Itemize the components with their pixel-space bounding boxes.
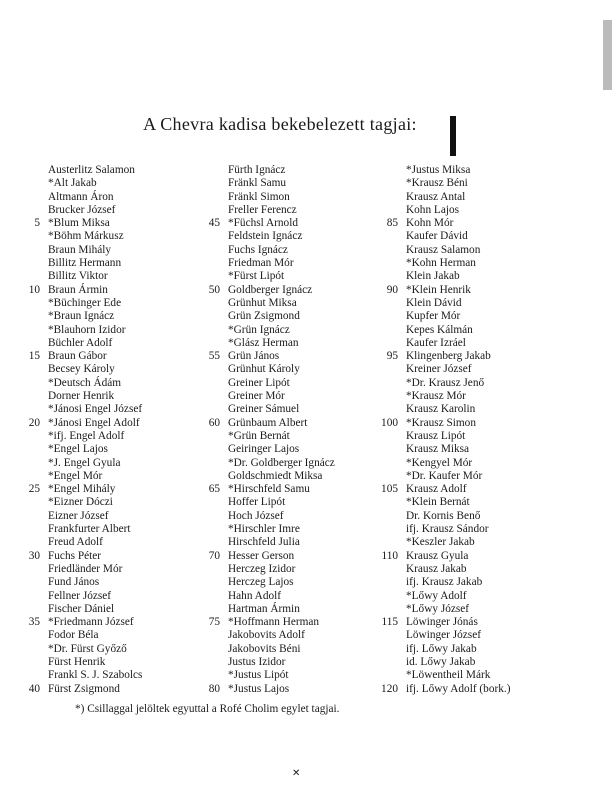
member-name: *Braun Ignácz [48, 310, 115, 323]
member-entry [48, 177, 142, 190]
member-entry [381, 682, 511, 696]
member-number: 80 [208, 682, 220, 695]
member-entry [28, 549, 142, 563]
member-entry [208, 283, 335, 297]
member-name: Braun Mihály [48, 243, 112, 256]
member-entry [381, 416, 510, 430]
member-name: Grün Zsigmond [228, 310, 300, 323]
member-name: *Kohn Herman [406, 257, 476, 270]
member-entry [48, 230, 142, 243]
member-name: Becsey Károly [48, 363, 115, 376]
member-name: Krausz Salamon [406, 243, 481, 256]
member-name: Klingenberg Jakab [406, 350, 491, 363]
member-entry [406, 244, 510, 257]
member-number: 50 [208, 283, 220, 296]
member-entry [48, 510, 142, 523]
member-entry [406, 324, 510, 337]
member-number: 100 [381, 416, 398, 429]
member-entry [406, 297, 510, 310]
member-entry [228, 257, 335, 270]
member-name: Fischer Dániel [48, 602, 115, 615]
member-name: *Böhm Márkusz [48, 230, 124, 243]
page-title: A Chevra kadisa bekebelezett tagjai: [143, 114, 417, 134]
member-entry [406, 523, 510, 536]
member-name: Friedman Mór [228, 257, 294, 270]
member-name: *Engel Lajos [48, 443, 108, 456]
member-number: 20 [28, 416, 40, 429]
member-entry [228, 390, 335, 403]
member-entry [228, 457, 335, 470]
member-entry [406, 363, 510, 376]
member-name: ifj. Krausz Jakab [406, 576, 483, 589]
member-entry [406, 337, 510, 350]
member-name: *Dr. Goldberger Ignácz [228, 456, 335, 469]
member-name: *Krausz Mór [406, 390, 466, 403]
member-entry [406, 643, 510, 656]
member-name: *Jánosi Engel Adolf [48, 416, 140, 429]
member-entry [48, 244, 142, 257]
member-name: Frankl S. J. Szabolcs [48, 669, 143, 682]
member-name: Greiner Lipót [228, 376, 290, 389]
member-name: Dr. Kornis Benő [406, 509, 481, 522]
member-name: *Krausz Simon [406, 416, 476, 429]
member-entry [228, 496, 335, 509]
member-name: *Blauhorn Izidor [48, 323, 126, 336]
member-entry [228, 643, 335, 656]
member-entry [406, 656, 510, 669]
member-name: ifj. Krausz Sándor [406, 523, 489, 536]
member-name: *Lőwy József [406, 602, 470, 615]
member-entry [406, 310, 510, 323]
member-entry [48, 164, 142, 177]
member-name: Klein Dávid [406, 296, 462, 309]
member-entry [228, 204, 335, 217]
scan-edge-shadow [603, 20, 612, 90]
member-name: Brucker József [48, 203, 116, 216]
member-name: *Justus Lajos [228, 682, 290, 695]
member-number: 105 [381, 483, 398, 496]
member-name: id. Lőwy Jakab [406, 655, 476, 668]
member-entry [48, 496, 142, 509]
member-entry [381, 483, 510, 496]
member-entry [48, 457, 142, 470]
member-name: *Lőwy Adolf [406, 589, 467, 602]
member-entry [28, 416, 142, 430]
member-name: Kreiner József [406, 363, 472, 376]
member-number: 70 [208, 549, 220, 562]
member-entry [28, 483, 142, 496]
member-entry [48, 310, 142, 323]
member-name: *Hirschfeld Samu [228, 483, 310, 496]
member-name: *Füchsl Arnold [228, 217, 298, 230]
member-entry [406, 629, 510, 642]
member-name: Grün János [228, 350, 280, 363]
member-entry [48, 656, 142, 669]
member-entry [406, 403, 510, 416]
member-name: *Dr. Krausz Jenő [406, 376, 485, 389]
member-name: Fürst Zsigmond [48, 682, 120, 695]
member-entry [48, 590, 142, 603]
member-number: 55 [208, 350, 220, 363]
member-entry [406, 204, 510, 217]
member-name: *Friedmann József [48, 616, 134, 629]
member-entry [228, 191, 335, 204]
member-name: Jakobovits Adolf [228, 629, 305, 642]
member-name: *Dr. Fürst Győző [48, 642, 127, 655]
member-entry [228, 590, 335, 603]
member-name: Kaufer Dávid [406, 230, 468, 243]
member-name: Goldschmiedt Miksa [228, 469, 323, 482]
member-number: 85 [386, 217, 398, 230]
member-name: Fürst Henrik [48, 655, 106, 668]
member-entry [28, 350, 142, 363]
member-name: *Hirschler Imre [228, 523, 300, 536]
member-entry [228, 337, 335, 350]
member-name: *Deutsch Ádám [48, 376, 122, 389]
member-name: Hesser Gerson [228, 549, 295, 562]
member-name: *Büchinger Ede [48, 296, 122, 309]
member-number: 25 [28, 483, 40, 496]
member-number: 60 [208, 416, 220, 429]
member-entry [48, 337, 142, 350]
member-entry [406, 430, 510, 443]
member-name: Herczeg Lajos [228, 576, 294, 589]
member-entry [208, 217, 335, 230]
member-name: Eizner József [48, 509, 109, 522]
member-name: Kaufer Izráel [406, 336, 466, 349]
member-name: Grünhut Miksa [228, 296, 297, 309]
member-number: 35 [28, 616, 40, 629]
member-entry [228, 563, 335, 576]
member-name: Hoch József [228, 509, 284, 522]
member-entry [48, 470, 142, 483]
member-entry [48, 191, 142, 204]
member-entry [406, 390, 510, 403]
member-name: Justus Izidor [228, 655, 286, 668]
member-entry [228, 669, 335, 682]
member-name: *Klein Henrik [406, 283, 471, 296]
member-name: Kupfer Mór [406, 310, 461, 323]
member-name: Grünhut Károly [228, 363, 300, 376]
member-number: 15 [28, 350, 40, 363]
member-entry [228, 244, 335, 257]
member-name: Braun Ármin [48, 283, 108, 296]
member-name: Altmann Áron [48, 190, 114, 203]
member-entry [48, 563, 142, 576]
member-name: Herczeg Izidor [228, 562, 296, 575]
member-name: *Justus Lipót [228, 669, 289, 682]
member-entry [406, 669, 510, 682]
member-name: *Grün Ignácz [228, 323, 290, 336]
member-name: Hirschfeld Julia [228, 536, 300, 549]
member-name: Krausz Antal [406, 190, 466, 203]
member-entry [406, 270, 510, 283]
member-entry [28, 283, 142, 297]
member-entry [406, 257, 510, 270]
member-entry [406, 443, 510, 456]
member-entry [48, 403, 142, 416]
member-entry [208, 682, 335, 696]
member-name: Freud Adolf [48, 536, 103, 549]
member-name: Kohn Lajos [406, 203, 460, 216]
member-name: Goldberger Ignácz [228, 283, 313, 296]
member-name: Krausz Karolin [406, 403, 476, 416]
member-name: *Löwentheil Márk [406, 669, 491, 682]
member-entry [381, 549, 510, 563]
member-name: Frankfurter Albert [48, 523, 131, 536]
member-entry [406, 563, 510, 576]
member-name: Fürth Ignácz [228, 164, 286, 176]
member-name: Austerlitz Salamon [48, 164, 135, 176]
member-name: *Dr. Kaufer Mór [406, 469, 483, 482]
member-number: 5 [34, 217, 40, 230]
member-entry [48, 377, 142, 390]
member-name: *Alt Jakab [48, 177, 97, 190]
member-number: 30 [28, 549, 40, 562]
member-name: Grünbaum Albert [228, 416, 308, 429]
footnote: *) Csillaggal jelöltek egyuttal a Rofé Cholim egylet tagjai. [75, 703, 340, 715]
member-name: Dorner Henrik [48, 390, 115, 403]
member-name: *Eizner Dóczi [48, 496, 113, 509]
member-entry [406, 164, 510, 177]
member-name: *Jánosi Engel József [48, 403, 143, 416]
member-entry [208, 416, 335, 430]
member-name: Fränkl Samu [228, 177, 287, 190]
member-name: *Engel Mihály [48, 483, 116, 496]
member-name: ifj. Lőwy Jakab [406, 642, 477, 655]
member-entry [48, 270, 142, 283]
member-name: Greiner Sámuel [228, 403, 300, 416]
member-number: 95 [386, 350, 398, 363]
member-entry [228, 403, 335, 416]
member-entry [406, 457, 510, 470]
member-name: Löwinger Jónás [406, 616, 478, 629]
member-name: Löwinger József [406, 629, 481, 642]
member-name: *ifj. Engel Adolf [48, 429, 125, 442]
member-name: *Klein Bernát [406, 496, 470, 509]
member-name: Krausz Gyula [406, 549, 469, 562]
member-entry [386, 217, 510, 230]
member-name: *Justus Miksa [406, 164, 471, 176]
member-entry [406, 470, 510, 483]
member-entry [228, 377, 335, 390]
member-entry [228, 656, 335, 669]
member-entry [48, 443, 142, 456]
member-entry [48, 257, 142, 270]
member-entry [406, 177, 510, 190]
member-number: 65 [208, 483, 220, 496]
member-name: Fuchs Ignácz [228, 243, 288, 256]
member-name: Freller Ferencz [228, 203, 297, 216]
member-column-3 [381, 164, 511, 696]
member-entry [48, 576, 142, 589]
member-entry [48, 297, 142, 310]
member-entry [386, 283, 510, 297]
member-entry [48, 669, 142, 682]
member-name: Billitz Viktor [48, 270, 108, 283]
member-entry [228, 270, 335, 283]
member-entry [48, 629, 142, 642]
member-name: *Glász Herman [228, 336, 299, 349]
member-name: Fellner József [48, 589, 112, 602]
member-entry [228, 443, 335, 456]
member-entry [406, 603, 510, 616]
member-number: 75 [208, 616, 220, 629]
member-entry [228, 164, 335, 177]
member-entry [48, 430, 142, 443]
member-name: Braun Gábor [48, 350, 107, 363]
member-entry [28, 616, 142, 629]
member-entry [406, 536, 510, 549]
member-name: *Grün Bernát [228, 429, 290, 442]
member-name: Fuchs Péter [48, 549, 102, 562]
member-name: Friedländer Mór [48, 562, 123, 575]
member-entry [406, 230, 510, 243]
member-entry [34, 217, 142, 230]
member-entry [208, 616, 335, 629]
member-name: Krausz Jakab [406, 562, 467, 575]
member-number: 10 [28, 283, 40, 296]
member-name: Fund János [48, 576, 100, 589]
member-name: Fodor Béla [48, 629, 99, 642]
member-entry [48, 536, 142, 549]
member-entry [48, 523, 142, 536]
member-name: *Hoffmann Herman [228, 616, 320, 629]
member-entry [406, 590, 510, 603]
member-name: *Keszler Jakab [406, 536, 475, 549]
member-name: Billitz Hermann [48, 257, 122, 270]
member-entry [406, 377, 510, 390]
page-mark: ✕ [292, 768, 301, 779]
member-entry [228, 536, 335, 549]
member-entry [228, 510, 335, 523]
member-name: Hartman Ármin [228, 602, 300, 615]
member-entry [28, 682, 142, 696]
member-number: 115 [381, 616, 398, 629]
member-entry [228, 324, 335, 337]
member-entry [406, 576, 510, 589]
member-entry [48, 324, 142, 337]
member-entry [228, 230, 335, 243]
member-number: 90 [386, 283, 398, 296]
member-name: *Blum Miksa [48, 217, 110, 230]
member-name: Kepes Kálmán [406, 323, 473, 336]
member-name: Krausz Adolf [406, 483, 467, 496]
member-name: *Kengyel Mór [406, 456, 473, 469]
member-name: Feldstein Ignácz [228, 230, 303, 243]
member-column-2 [208, 164, 335, 696]
member-number: 120 [381, 682, 398, 695]
member-entry [228, 310, 335, 323]
member-entry [386, 350, 510, 363]
member-name: Geiringer Lajos [228, 443, 300, 456]
member-name: Fränkl Simon [228, 190, 290, 203]
member-number: 45 [208, 217, 220, 230]
member-name: *Fürst Lipót [228, 270, 285, 283]
member-name: Klein Jakab [406, 270, 460, 283]
member-entry [228, 297, 335, 310]
member-entry [406, 496, 510, 509]
member-name: Greiner Mór [228, 390, 285, 403]
member-name: Krausz Miksa [406, 443, 470, 456]
member-name: Büchler Adolf [48, 336, 113, 349]
member-entry [406, 191, 510, 204]
member-number: 40 [28, 682, 40, 695]
member-entry [208, 350, 335, 363]
member-entry [208, 483, 335, 496]
member-column-1 [28, 164, 143, 696]
member-entry [48, 643, 142, 656]
member-entry [406, 510, 510, 523]
member-entry [381, 616, 510, 629]
member-number: 110 [381, 549, 398, 562]
member-name: *J. Engel Gyula [48, 456, 121, 469]
member-entry [228, 430, 335, 443]
member-name: ifj. Lőwy Adolf (bork.) [406, 682, 511, 695]
member-name: *Krausz Béni [406, 177, 468, 190]
member-entry [228, 603, 335, 616]
member-entry [228, 470, 335, 483]
member-entry [208, 549, 335, 563]
member-entry [228, 576, 335, 589]
member-name: Hoffer Lipót [228, 496, 286, 509]
member-entry [228, 629, 335, 642]
member-name: Krausz Lipót [406, 429, 466, 442]
member-entry [228, 363, 335, 376]
member-entry [48, 603, 142, 616]
member-entry [228, 523, 335, 536]
member-name: Kohn Mór [406, 217, 454, 230]
member-entry [48, 363, 142, 376]
member-name: Hahn Adolf [228, 589, 282, 602]
member-entry [48, 390, 142, 403]
member-entry [228, 177, 335, 190]
member-name: Jakobovits Béni [228, 642, 301, 655]
member-name: *Engel Mór [48, 469, 103, 482]
member-entry [48, 204, 142, 217]
